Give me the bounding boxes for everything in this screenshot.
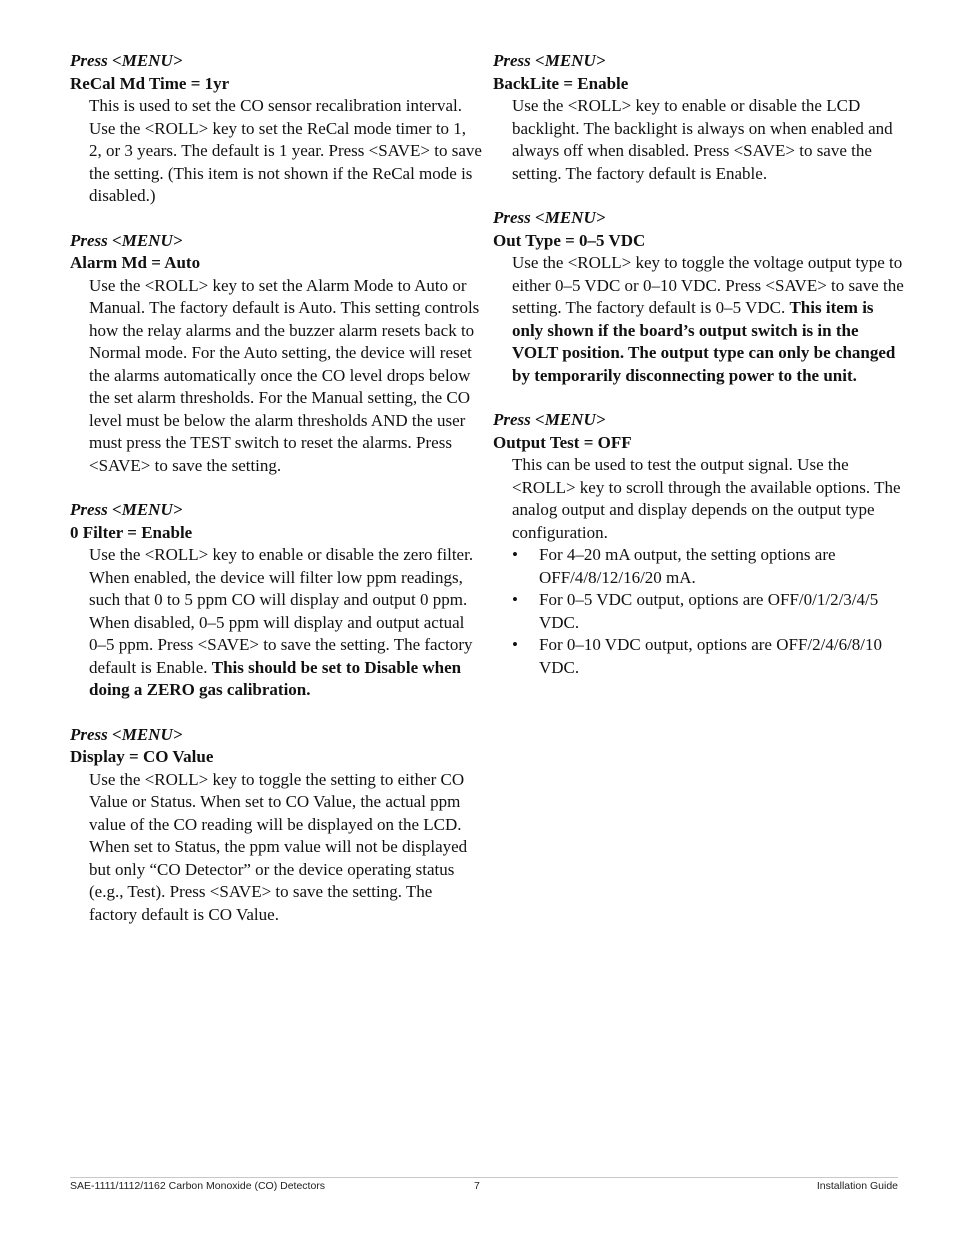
press-menu-label: Press <MENU> [70, 51, 183, 70]
setting-description [89, 275, 482, 478]
bullet-icon: • [512, 635, 518, 654]
press-menu-label: Press <MENU> [70, 724, 183, 744]
description-text: Use the <ROLL> key to toggle the voltage output type to either 0–5 VDC or 0–10 VDC. Press <SAVE> to save the setting. The factory default is 0–5 VDC. [512, 253, 904, 317]
right-column [493, 50, 905, 701]
description-warning: This item is only shown if the board’s output switch is in the VOLT position. The output type can only be changed by temporarily disconnecting power to the unit. [512, 298, 896, 385]
section-alarm-md [70, 230, 482, 478]
description-text: This is used to set the CO sensor recalibration interval. Use the <ROLL> key to set the ReCal mode timer to 1, 2, or 3 years. The default is 1 year. Press <SAVE> to save the setting. (This item is not shown if the ReCal mode is disabled.) [89, 96, 482, 205]
setting-title: Out Type = 0–5 VDC [493, 230, 646, 250]
setting-description [512, 252, 905, 387]
section-out-type [493, 207, 905, 387]
page-footer [70, 1177, 898, 1192]
setting-description [512, 454, 905, 544]
output-options-list [512, 544, 905, 679]
setting-title: Alarm Md = Auto [70, 253, 201, 272]
section-zero-filter [70, 499, 482, 702]
setting-description [512, 95, 905, 185]
list-item [512, 589, 905, 634]
footer-page-number: 7 [474, 1180, 480, 1192]
list-item-text: For 0–5 VDC output, options are OFF/0/1/2/3/4/5 VDC. [539, 590, 879, 632]
bullet-icon: • [512, 545, 518, 564]
setting-description [89, 544, 482, 702]
list-item-text: For 0–10 VDC output, options are OFF/2/4/6/8/10 VDC. [539, 635, 883, 677]
description-text: Use the <ROLL> key to enable or disable the zero filter. When enabled, the device will filter low ppm readings, such that 0 to 5 ppm CO will display and output 0 ppm. When disabled, 0–5 ppm will display and output actual 0–5 ppm. Press <SAVE> to save the setting. The factory default is Enable. [89, 545, 474, 677]
press-menu-label: Press <MENU> [70, 230, 183, 250]
footer-guide-title: Installation Guide [816, 1180, 898, 1192]
setting-description [89, 769, 482, 927]
press-menu-label: Press <MENU> [493, 51, 606, 70]
setting-title: BackLite = Enable [493, 73, 629, 93]
section-output-test [493, 409, 905, 679]
section-display [70, 724, 482, 927]
setting-description [89, 95, 482, 208]
description-text: Use the <ROLL> key to toggle the setting to either CO Value or Status. When set to CO Value, the actual ppm value of the CO reading will be displayed on the LCD. When set to Status, the ppm value will not be displayed but only “CO Detector” or the device operating status (e.g., Test). Press <SAVE> to save the setting. The factory default is CO Value. [89, 769, 468, 924]
description-text: This can be used to test the output signal. Use the <ROLL> key to scroll through the available options. The analog output and display depends on the output type configuration. [512, 455, 901, 542]
list-item-text: For 4–20 mA output, the setting options are OFF/4/8/12/16/20 mA. [539, 545, 836, 587]
description-text: Use the <ROLL> key to enable or disable the LCD backlight. The backlight is always on when enabled and always off when disabled. Press <SAVE> to save the setting. The factory default is Enable. [512, 96, 893, 183]
section-backlite [493, 50, 905, 185]
left-column [70, 50, 482, 948]
setting-title: ReCal Md Time = 1yr [70, 73, 230, 93]
list-item [512, 634, 905, 679]
setting-title: 0 Filter = Enable [70, 522, 193, 542]
section-recal-md-time [70, 50, 482, 208]
description-text: Use the <ROLL> key to set the Alarm Mode to Auto or Manual. The factory default is Auto. This setting controls how the relay alarms and the buzzer alarm resets back to Normal mode. For the Auto setting, the device will reset the alarms automatically once the CO level drops below the set alarm thresholds. For the Manual setting, the CO level must be below the alarm thresholds AND the user must press the TEST switch to reset the alarms. Press <SAVE> to save the setting. [89, 275, 480, 475]
bullet-icon: • [512, 590, 518, 609]
press-menu-label: Press <MENU> [493, 208, 606, 227]
list-item [512, 544, 905, 589]
setting-title: Output Test = OFF [493, 432, 632, 452]
footer-product-title: SAE-1111/1112/1162 Carbon Monoxide (CO) Detectors [70, 1180, 326, 1192]
setting-title: Display = CO Value [70, 747, 214, 766]
description-warning: This should be set to Disable when doing a ZERO gas calibration. [89, 657, 462, 699]
press-menu-label: Press <MENU> [493, 410, 606, 429]
press-menu-label: Press <MENU> [70, 500, 183, 519]
